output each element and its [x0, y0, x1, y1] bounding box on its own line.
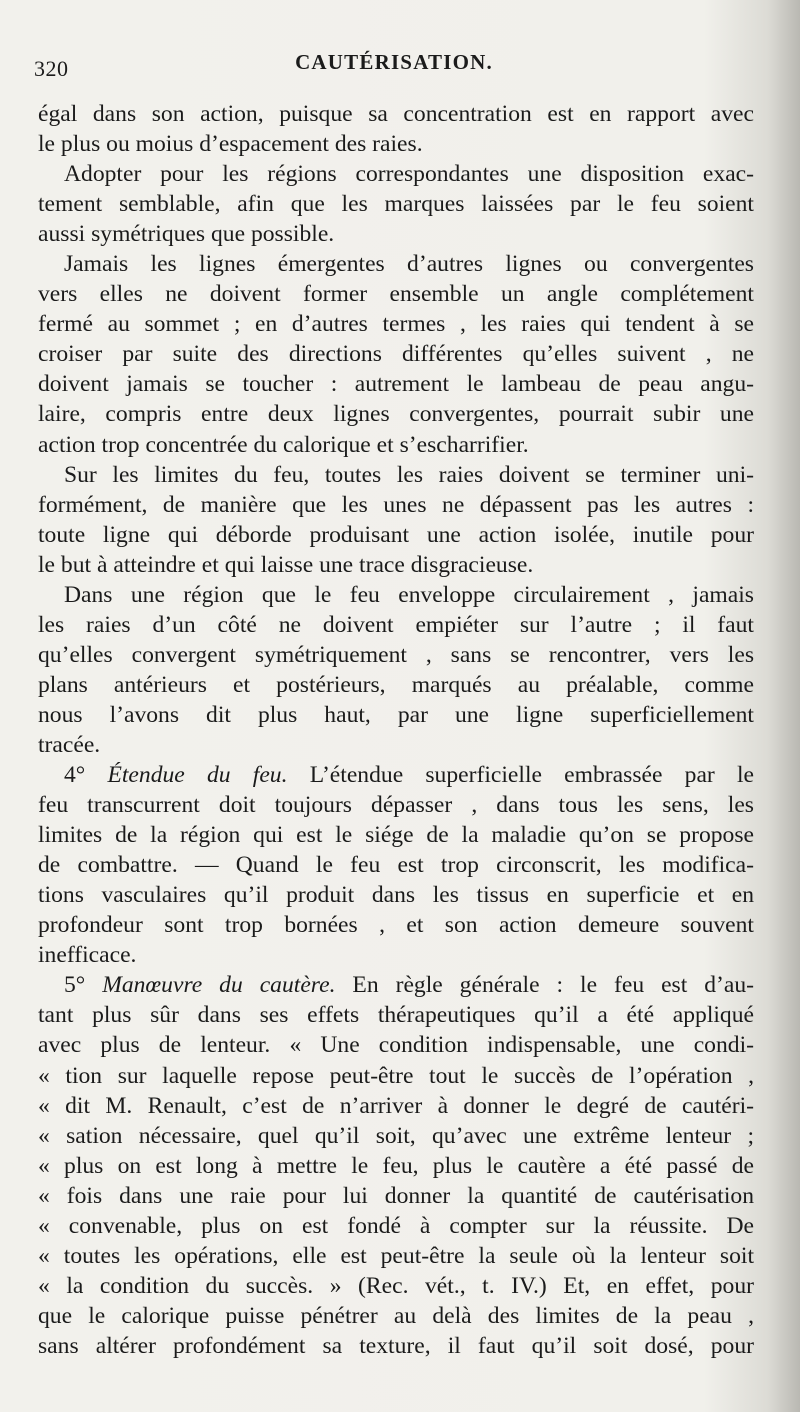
text-line: tant plus sûr dans ses effets thérapeutiques qu’il a été appliqué: [38, 1002, 754, 1029]
text-line: qu’elles convergent symétriquement , sans se rencontrer, vers les: [38, 641, 754, 668]
text-line: le but à atteindre et qui laisse une trace disgracieuse.: [38, 551, 534, 578]
text-line: « convenable, plus on est fondé à compter sur la réussite. De: [38, 1212, 754, 1239]
text-line: action trop concentrée du calorique et s’escharrifier.: [38, 431, 529, 458]
text-line: Jamais les lignes émergentes d’autres lignes ou convergentes: [64, 251, 754, 278]
section-heading: Manœuvre du cautère.: [102, 972, 336, 999]
text-line: formément, de manière que les unes ne dépassent pas les autres :: [38, 491, 754, 518]
text-line: « la condition du succès. » (Rec. vét., t. IV.) Et, en effet, pour: [38, 1272, 754, 1299]
text-line: tracée.: [38, 731, 101, 758]
text-line: doivent jamais se toucher : autrement le lambeau de peau angu-: [38, 371, 754, 398]
section-text: L’étendue superficielle embrassée par le: [287, 762, 755, 789]
text-line: tions vasculaires qu’il produit dans les tissus en superficie et en: [38, 882, 754, 909]
page-number: 320: [34, 56, 69, 81]
text-line: aussi symétriques que possible.: [38, 221, 335, 248]
text-line: « fois dans une raie pour lui donner la quantité de cautérisation: [38, 1182, 754, 1209]
text-line: tement semblable, afin que les marques laissées par le feu soient: [38, 191, 754, 218]
text-line: que le calorique puisse pénétrer au delà des limites de la peau ,: [38, 1302, 754, 1329]
section-text: En règle générale : le feu est d’au-: [335, 972, 754, 999]
text-line: « tion sur laquelle repose peut-être tout le succès de l’opération ,: [38, 1062, 754, 1089]
section-number: 4°: [64, 762, 108, 789]
body-text: [38, 99, 754, 1361]
page-header: [34, 50, 754, 84]
text-line: avec plus de lenteur. « Une condition indispensable, une condi-: [38, 1032, 754, 1059]
text-line: nous l’avons dit plus haut, par une ligne superficiellement: [38, 701, 754, 728]
text-line: de combattre. — Quand le feu est trop circonscrit, les modifica-: [38, 852, 754, 879]
text-line: fermé au sommet ; en d’autres termes , les raies qui tendent à se: [38, 311, 754, 338]
running-title: CAUTÉRISATION.: [295, 50, 493, 74]
text-line: [38, 970, 754, 1000]
text-line: le plus ou moius d’espacement des raies.: [38, 131, 423, 158]
text-line: croiser par suite des directions différentes qu’elles suivent , ne: [38, 341, 754, 368]
text-line: inefficace.: [38, 942, 137, 969]
text-line: « toutes les opérations, elle est peut-être la seule où la lenteur soit: [38, 1242, 754, 1269]
text-line: égal dans son action, puisque sa concentration est en rapport avec: [38, 101, 754, 127]
text-line: toute ligne qui déborde produisant une action isolée, inutile pour: [38, 521, 754, 548]
text-line: feu transcurrent doit toujours dépasser , dans tous les sens, les: [38, 792, 754, 819]
section-number: 5°: [64, 972, 103, 999]
section-heading: Étendue du feu.: [107, 762, 288, 789]
text-line: profondeur sont trop bornées , et son action demeure souvent: [38, 912, 754, 939]
text-line: « dit M. Renault, c’est de n’arriver à donner le degré de cautéri-: [38, 1092, 754, 1119]
text-line: les raies d’un côté ne doivent empiéter sur l’autre ; il faut: [38, 611, 754, 638]
text-line: « sation nécessaire, quel qu’il soit, qu’avec une extrême lenteur ;: [38, 1122, 754, 1149]
text-line: vers elles ne doivent former ensemble un angle complétement: [38, 281, 754, 308]
text-line: plans antérieurs et postérieurs, marqués au préalable, comme: [38, 671, 754, 698]
text-line: limites de la région qui est le siége de la maladie qu’on se propose: [38, 822, 754, 849]
text-line: laire, compris entre deux lignes convergentes, pourrait subir une: [38, 401, 754, 428]
text-line: « plus on est long à mettre le feu, plus le cautère a été passé de: [38, 1152, 754, 1179]
text-line: sans altérer profondément sa texture, il faut qu’il soit dosé, pour: [38, 1332, 754, 1359]
text-line: Adopter pour les régions correspondantes une disposition exac-: [64, 161, 754, 188]
text-line: [38, 760, 754, 790]
text-line: Sur les limites du feu, toutes les raies doivent se terminer uni-: [64, 461, 754, 488]
text-line: Dans une région que le feu enveloppe circulairement , jamais: [64, 581, 754, 608]
